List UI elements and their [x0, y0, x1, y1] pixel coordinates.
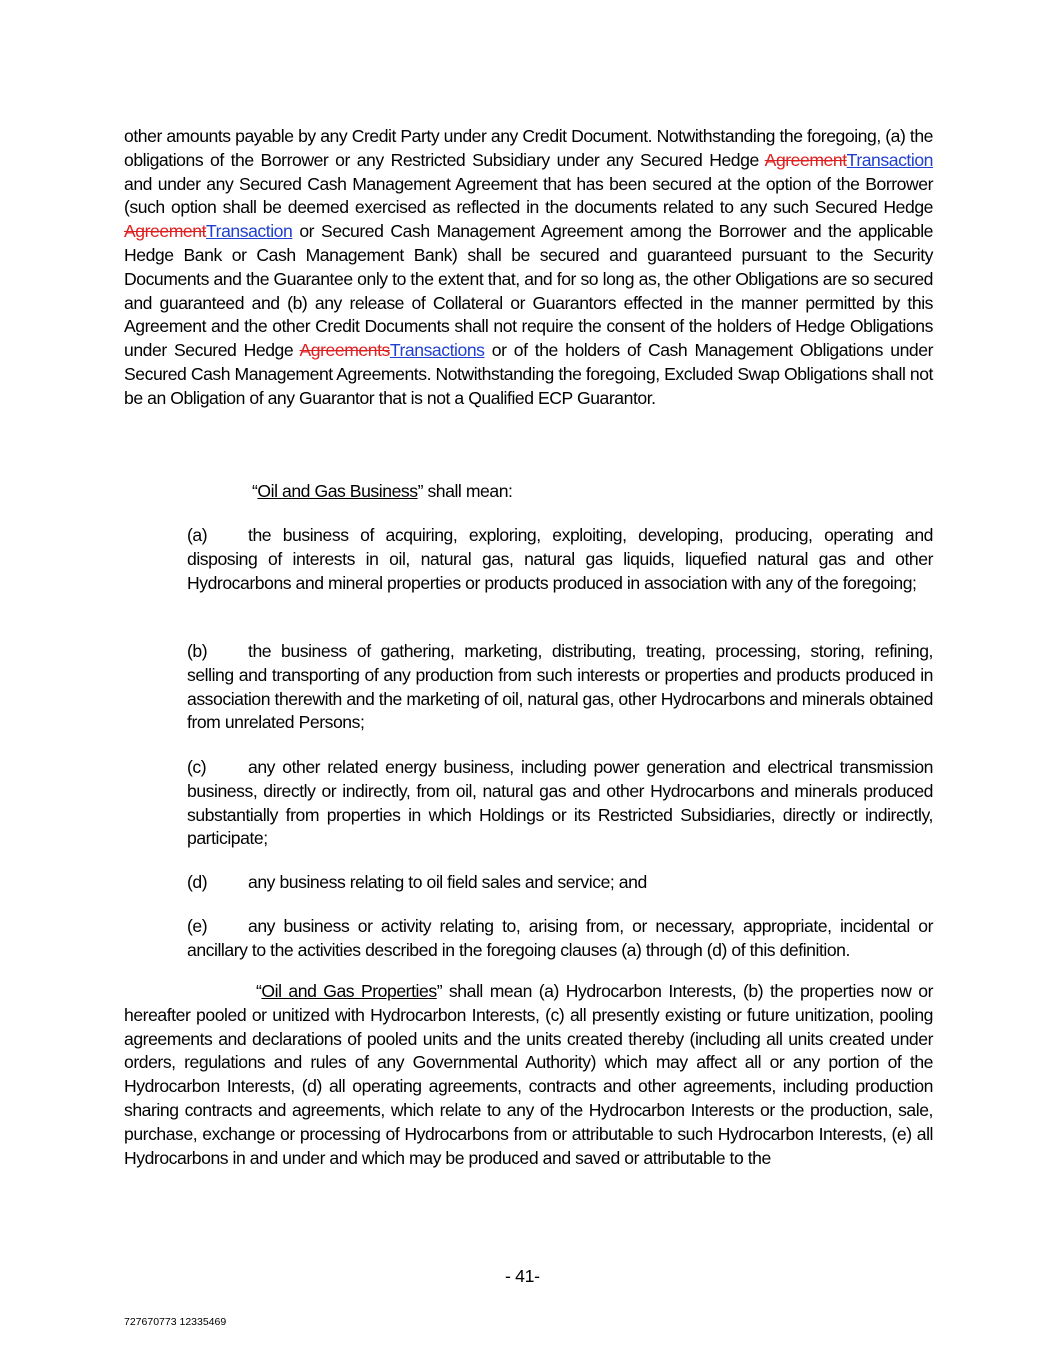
list-item-text: any other related energy business, including power generation and electrical transmission business, directly or indirectly, from oil, natural gas and other Hydrocarbons and minerals produced substantially from properties in which Holdings or its Restricted Subsidiaries, directly or indirectly, participate;: [187, 757, 933, 849]
paragraph-text: or Secured Cash Management Agreement among the Borrower and the applicable Hedge Bank or Cash Management Bank) shall be secured and guaranteed pursuant to the Security Documents and the Guarantee only to the extent that, and for so long as, the other Obligations are so secured and guaranteed and (b) any release of Collateral or Guarantors effected in the manner permitted by this Agreement and the other Credit Documents shall not require the consent of the holders of Hedge Obligations under Secured Hedge: [124, 221, 933, 361]
list-item: [187, 915, 933, 963]
definition-heading-oil-gas-business: [252, 480, 933, 504]
list-item: [187, 640, 933, 735]
list-item-text: any business or activity relating to, arising from, or necessary, appropriate, incidental or ancillary to the activities described in the foregoing clauses (a) through (d) of this definition.: [187, 916, 933, 960]
list-item: [187, 524, 933, 595]
list-item-label: (e): [187, 916, 208, 936]
document-id: 727670773 12335469: [124, 1316, 227, 1328]
inserted-text-link[interactable]: Transaction: [846, 149, 933, 170]
deleted-text: Agreements: [299, 340, 390, 361]
list-item-label: (d): [187, 872, 208, 892]
inserted-text-link[interactable]: Transactions: [389, 340, 485, 361]
paragraph-text: or of the holders of Cash Management Obligations under Secured Cash Management Agreements. Notwithstanding the foregoing, Excluded Swap Obligations shall not be an Obligation of any Guarantor that is not a Qualified ECP Guarantor.: [124, 340, 933, 408]
defined-term: Oil and Gas Properties: [261, 981, 437, 1001]
paragraph-text: other amounts payable by any Credit Party under any Credit Document. Notwithstanding the foregoing, (a) the obligations of the Borrower or any Restricted Subsidiary under any Secured Hedge: [124, 126, 933, 170]
list-item-label: (b): [187, 641, 208, 661]
list-item-text: any business relating to oil field sales and service; and: [248, 872, 647, 892]
list-item: [187, 756, 933, 851]
paragraph-obligations-continued: [124, 125, 933, 411]
open-quote: “: [256, 981, 262, 1001]
inserted-text-link[interactable]: Transaction: [206, 221, 293, 242]
definition-text: ” shall mean (a) Hydrocarbon Interests, (b) the properties now or hereafter pooled or unitized with Hydrocarbon Interests, (c) all presently existing or future unitization, pooling agreements and declarations of pooled units and the units created thereby (including all units created under orders, regulations and rules of any Governmental Authority) which may affect all or any portion of the Hydrocarbon Interests, (d) all operating agreements, contracts and other agreements, including production sharing contracts and agreements, which relate to any of the Hydrocarbon Interests or the production, sale, purchase, exchange or processing of Hydrocarbons from or attributable to such Hydrocarbon Interests, (e) all Hydrocarbons in and under and which may be produced and saved or attributable to the: [124, 981, 934, 1168]
definition-lead: ” shall mean:: [417, 481, 513, 501]
deleted-text: Agreement: [764, 149, 847, 170]
list-item-label: (a): [187, 525, 208, 545]
definition-oil-gas-properties: [124, 980, 933, 1170]
defined-term: Oil and Gas Business: [257, 481, 418, 501]
paragraph-text: and under any Secured Cash Management Agreement that has been secured at the option of the Borrower (such option shall be deemed exercised as reflected in the documents related to any such Secured Hedge: [124, 173, 933, 218]
list-item-text: the business of gathering, marketing, distributing, treating, processing, storing, refining, selling and transporting of any production from such interests or properties and products produced in association therewith and the marketing of oil, natural gas, other Hydrocarbons and minerals obtained from unrelated Persons;: [187, 641, 933, 733]
deleted-text: Agreement: [124, 221, 207, 242]
page-number: - 41-: [505, 1266, 540, 1286]
list-item: [187, 871, 933, 895]
list-item-label: (c): [187, 757, 207, 777]
open-quote: “: [252, 481, 258, 501]
list-item-text: the business of acquiring, exploring, exploiting, developing, producing, operating and disposing of interests in oil, natural gas, natural gas liquids, liquefied natural gas and other Hydrocarbons and mineral properties or products produced in association with any of the foregoing;: [187, 525, 933, 593]
